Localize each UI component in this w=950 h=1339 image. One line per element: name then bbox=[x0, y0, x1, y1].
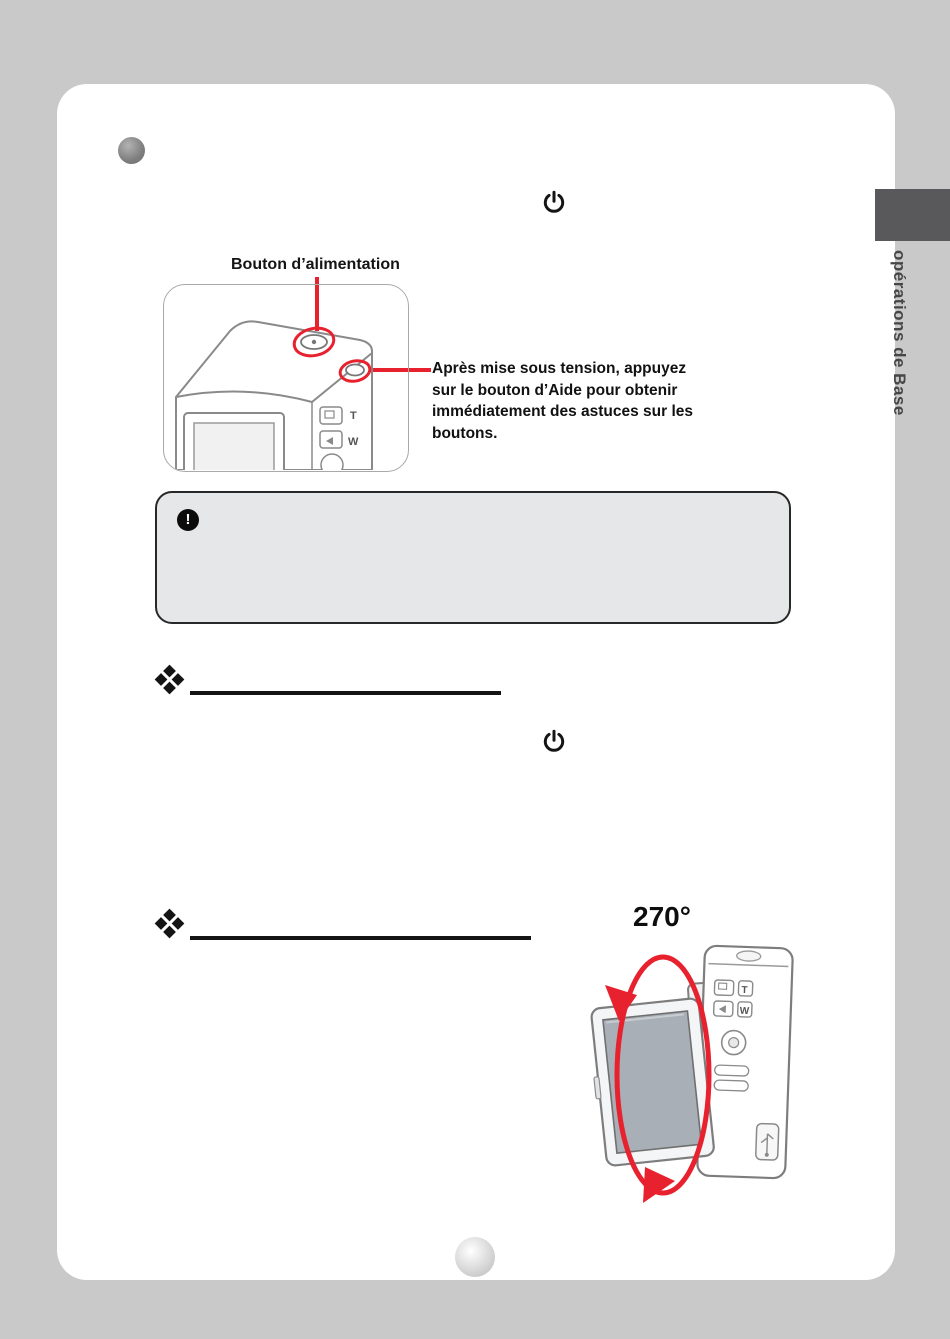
record-mode-button bbox=[714, 980, 734, 996]
wide-button-label: W bbox=[739, 1005, 750, 1018]
tele-button-label: T bbox=[741, 984, 748, 997]
help-button bbox=[346, 365, 364, 376]
power-icon bbox=[541, 728, 567, 754]
camera-top-illustration-frame bbox=[163, 284, 409, 472]
help-instruction-line: immédiatement des astuces sur les bbox=[432, 403, 694, 420]
heading-underline-2 bbox=[190, 936, 531, 940]
help-instruction-line: boutons. bbox=[432, 424, 498, 442]
joystick-button bbox=[321, 454, 343, 470]
power-button-callout-label: Bouton d’alimentation bbox=[231, 256, 400, 273]
flip-screen bbox=[587, 998, 715, 1167]
power-icon bbox=[541, 189, 567, 215]
camera-rotation-illustration bbox=[583, 925, 885, 1215]
record-mode-button bbox=[320, 407, 342, 424]
wide-button-label: W bbox=[348, 436, 359, 448]
camera-top-illustration bbox=[164, 285, 407, 470]
help-instruction-text bbox=[432, 358, 742, 444]
rotation-angle-label: 270° bbox=[633, 901, 691, 932]
note-box bbox=[155, 491, 791, 624]
heading-underline-1 bbox=[190, 691, 501, 695]
chapter-tab-label: opérations de Base bbox=[890, 250, 909, 416]
help-instruction-line: Après mise sous tension, appuyez bbox=[432, 360, 687, 377]
exclamation-icon: ! bbox=[177, 509, 199, 531]
camera-screen bbox=[194, 423, 274, 470]
menu-button bbox=[714, 1080, 748, 1091]
section-bullet bbox=[118, 137, 145, 164]
chapter-tab bbox=[875, 189, 950, 241]
page-number-dot bbox=[455, 1237, 495, 1277]
help-instruction-line: sur le bouton d’Aide pour obtenir bbox=[432, 381, 678, 399]
tele-button-label: T bbox=[350, 410, 357, 422]
mode-button bbox=[715, 1065, 749, 1076]
rotation-arrowhead-bottom bbox=[643, 1167, 675, 1203]
